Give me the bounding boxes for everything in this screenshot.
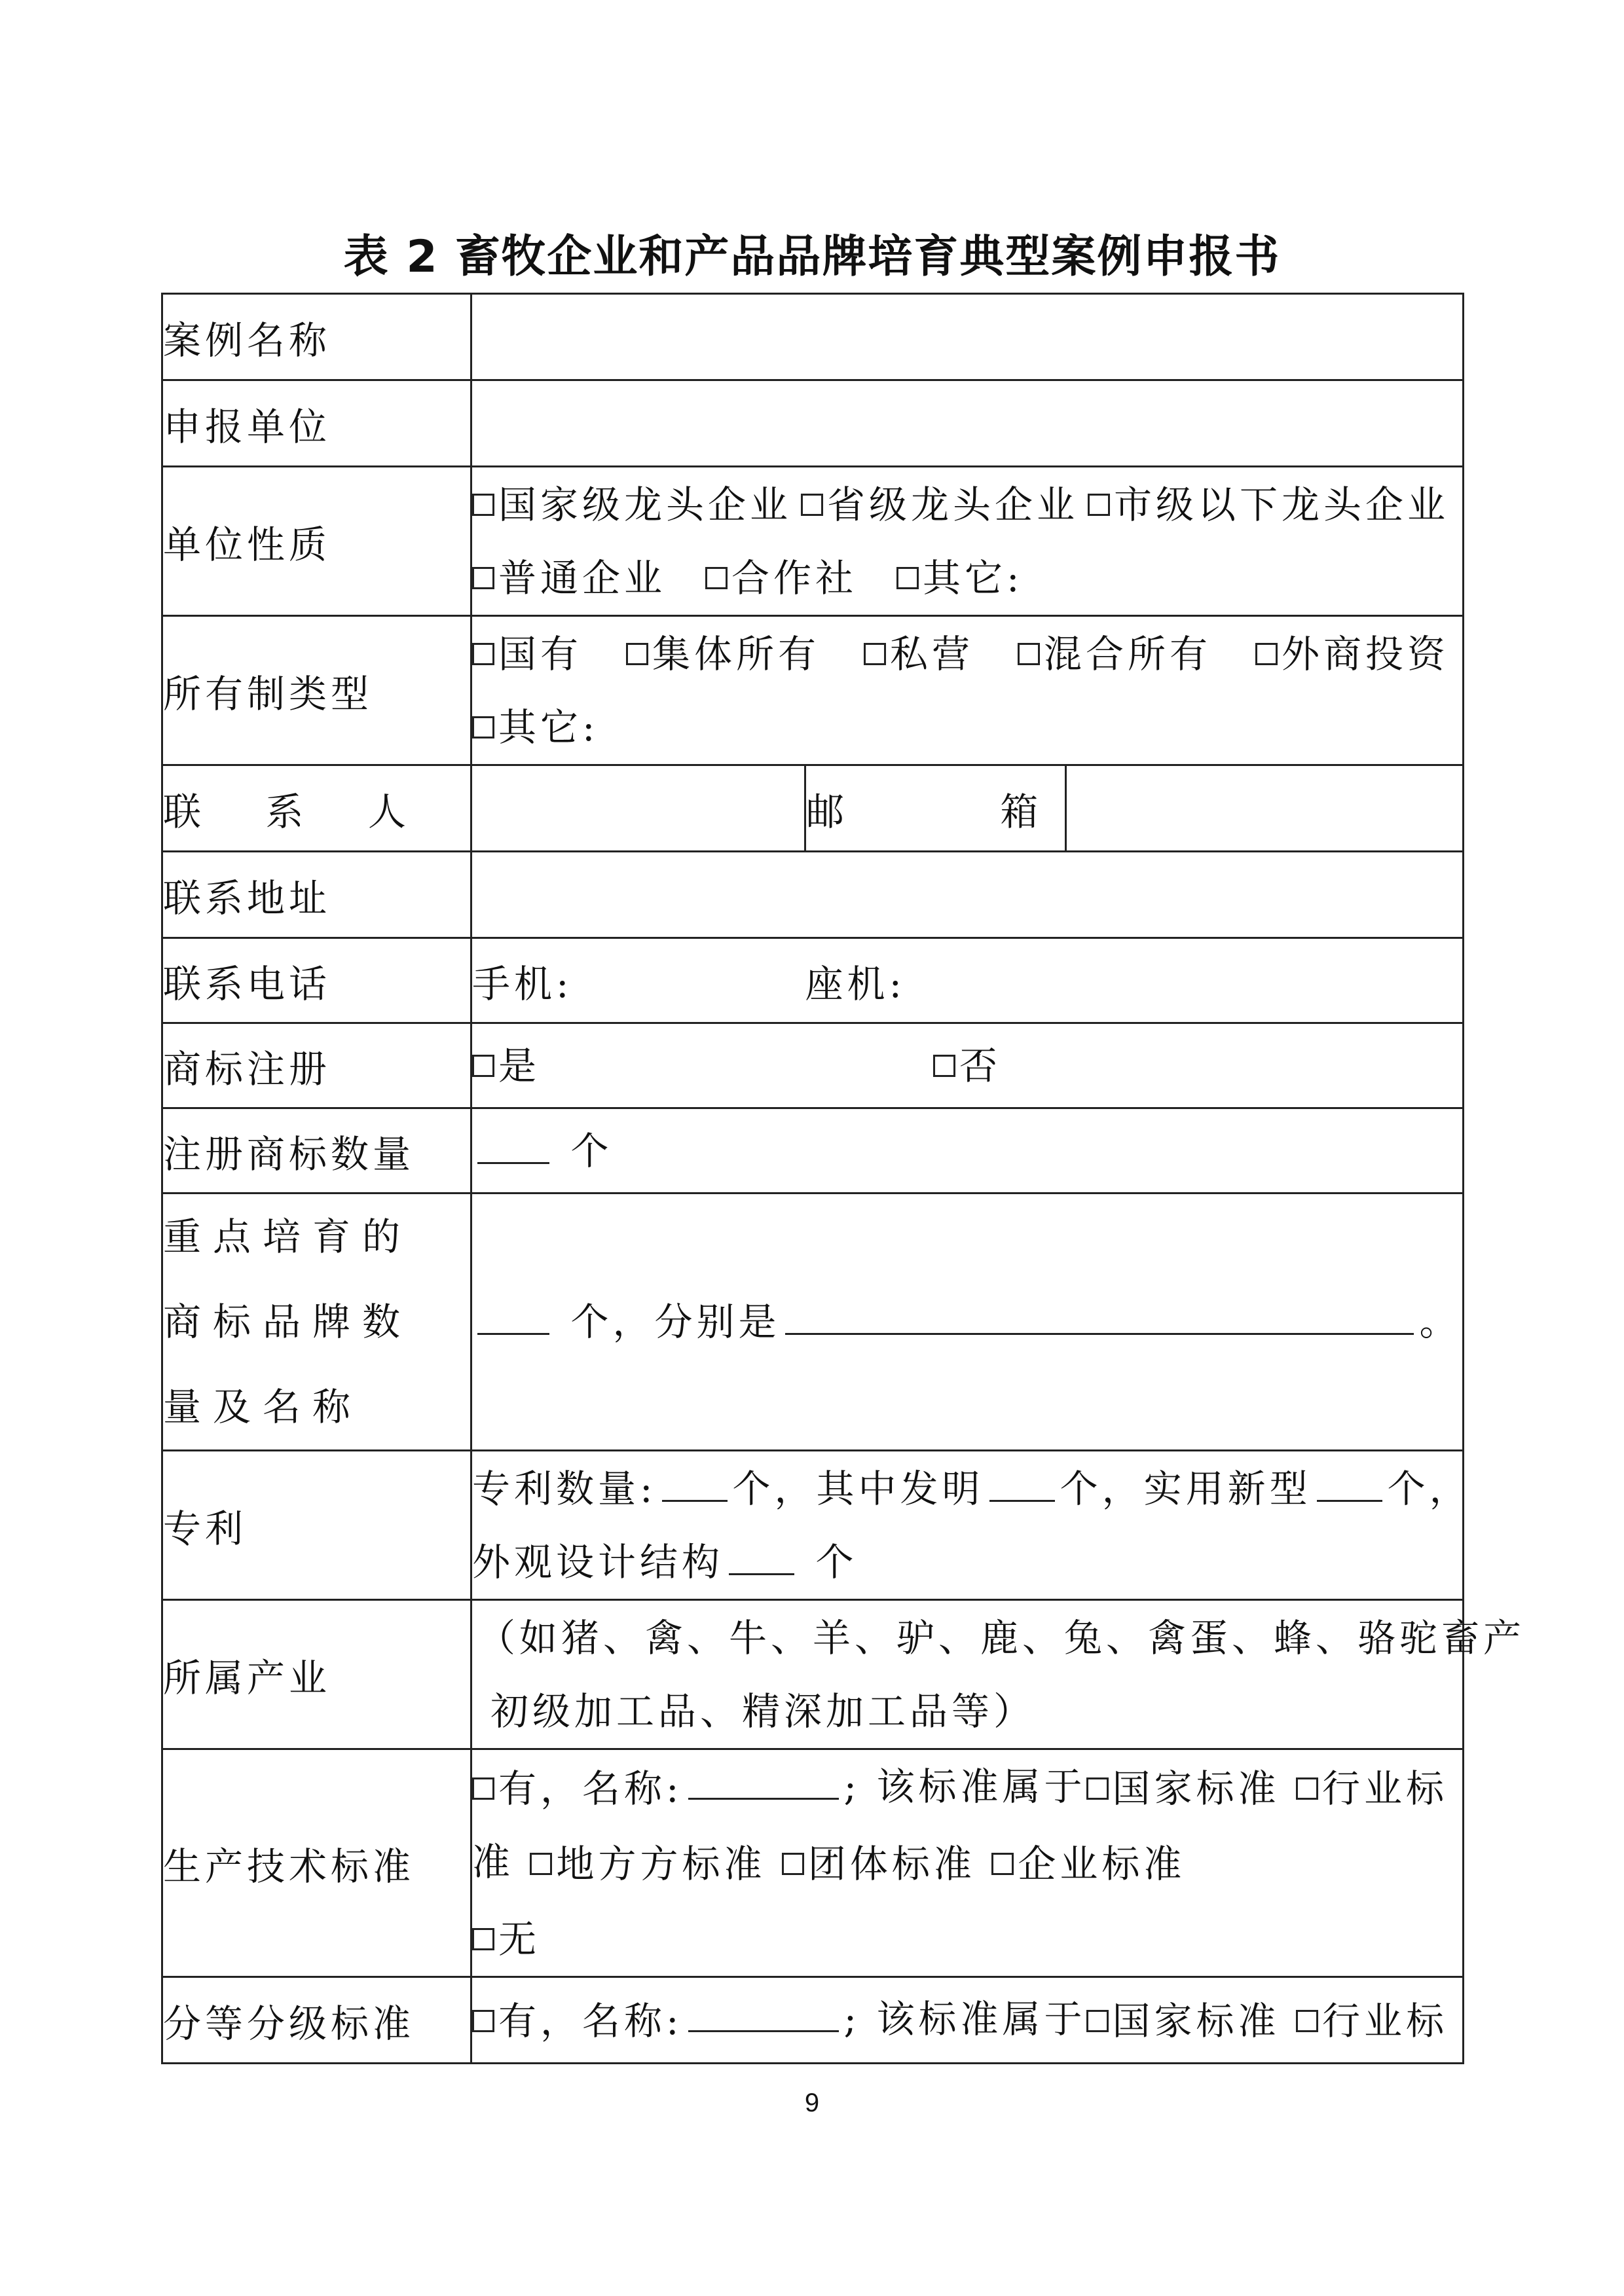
- checkbox-icon[interactable]: [801, 494, 823, 516]
- option-enterprise-standard[interactable]: 企业标准: [991, 1827, 1185, 1901]
- email-field[interactable]: [1066, 765, 1464, 852]
- phone-label: 联系电话: [162, 938, 471, 1023]
- page-number: 9: [804, 2088, 820, 2117]
- checkbox-icon[interactable]: [472, 1777, 494, 1800]
- option-ownership-other[interactable]: 其它:: [472, 691, 599, 764]
- production-standard-field: 有，名称: ; 该标准属于 国家标准 行业标 准 地方方标准 团体标准 企业标准 无: [471, 1749, 1464, 1977]
- contact-label: 联 系 人: [162, 765, 471, 852]
- key-brands-label: 重点培育的商标品牌数量及名称: [162, 1194, 471, 1451]
- ownership-label: 所有制类型: [162, 616, 471, 765]
- checkbox-icon[interactable]: [933, 1055, 955, 1077]
- checkbox-icon[interactable]: [626, 643, 648, 665]
- checkbox-icon[interactable]: [472, 643, 494, 665]
- grading-name-blank[interactable]: [688, 2001, 839, 2032]
- checkbox-icon[interactable]: [705, 567, 728, 589]
- option-grading-has[interactable]: 有，名称:: [472, 1984, 683, 2058]
- patent-field: 专利数量: 个，其中发明 个，实用新型 个， 外观设计结构 个: [471, 1451, 1464, 1600]
- option-standard-none[interactable]: 无: [472, 1903, 540, 1976]
- option-grading-industry[interactable]: 行业标: [1296, 1984, 1448, 2058]
- checkbox-icon[interactable]: [896, 567, 919, 589]
- checkbox-icon[interactable]: [1296, 2010, 1318, 2032]
- checkbox-icon[interactable]: [530, 1853, 552, 1875]
- trademark-label: 商标注册: [162, 1023, 471, 1108]
- key-brands-names-blank[interactable]: [785, 1304, 1414, 1335]
- landline-field[interactable]: 座机:: [805, 938, 1464, 1023]
- checkbox-icon[interactable]: [472, 567, 494, 589]
- mobile-field[interactable]: 手机:: [471, 938, 805, 1023]
- checkbox-icon[interactable]: [1018, 643, 1040, 665]
- patent-count-blank[interactable]: [662, 1471, 728, 1502]
- production-standard-label: 生产技术标准: [162, 1749, 471, 1977]
- unit-nature-label: 单位性质: [162, 467, 471, 616]
- option-group-standard[interactable]: 团体标准: [782, 1827, 976, 1901]
- option-national-leading[interactable]: 国家级龙头企业: [472, 468, 792, 541]
- standard-name-blank[interactable]: [688, 1769, 839, 1800]
- option-state-owned[interactable]: 国有: [472, 617, 582, 691]
- option-collective[interactable]: 集体所有: [626, 617, 820, 691]
- case-name-label: 案例名称: [162, 294, 471, 380]
- checkbox-icon[interactable]: [1255, 643, 1278, 665]
- design-count-blank[interactable]: [729, 1544, 794, 1575]
- application-form-table: [161, 293, 1526, 2064]
- checkbox-icon[interactable]: [472, 494, 494, 516]
- grading-standard-label: 分等分级标准: [162, 1977, 471, 2064]
- case-name-field[interactable]: [471, 294, 1464, 380]
- option-ordinary-enterprise[interactable]: 普通企业: [472, 541, 666, 615]
- applicant-field[interactable]: [471, 380, 1464, 467]
- checkbox-icon[interactable]: [472, 1055, 494, 1077]
- grading-standard-field: 有，名称: ; 该标准属于 国家标准 行业标: [471, 1977, 1464, 2064]
- checkbox-icon[interactable]: [472, 2010, 494, 2032]
- checkbox-icon[interactable]: [1088, 494, 1110, 516]
- address-field[interactable]: [471, 852, 1464, 938]
- option-foreign[interactable]: 外商投资: [1255, 617, 1449, 691]
- option-standard-has[interactable]: 有，名称:: [472, 1752, 683, 1825]
- trademark-count-label: 注册商标数量: [162, 1108, 471, 1194]
- patent-label: 专利: [162, 1451, 471, 1600]
- unit-nature-options: [471, 467, 1464, 616]
- invention-count-blank[interactable]: [989, 1471, 1055, 1502]
- option-industry-standard[interactable]: 行业标: [1296, 1752, 1448, 1825]
- ownership-options: [471, 616, 1464, 765]
- address-label: 联系地址: [162, 852, 471, 938]
- contact-field[interactable]: [471, 765, 805, 852]
- email-label: 邮 箱: [805, 765, 1066, 852]
- checkbox-icon[interactable]: [782, 1853, 804, 1875]
- option-national-standard[interactable]: 国家标准: [1086, 1752, 1280, 1825]
- checkbox-icon[interactable]: [1086, 2010, 1109, 2032]
- option-private[interactable]: 私营: [864, 617, 974, 691]
- option-other[interactable]: 其它:: [896, 541, 1024, 615]
- option-city-leading[interactable]: 市级以下龙头企业: [1088, 468, 1449, 541]
- industry-field[interactable]: （如猪、禽、牛、羊、驴、鹿、兔、禽蛋、蜂、骆驼畜产 初级加工品、精深加工品等）: [471, 1600, 1464, 1749]
- option-grading-national[interactable]: 国家标准: [1086, 1984, 1280, 2058]
- option-mixed[interactable]: 混合所有: [1018, 617, 1211, 691]
- checkbox-icon[interactable]: [472, 1928, 494, 1950]
- option-provincial-leading[interactable]: 省级龙头企业: [801, 468, 1079, 541]
- utility-count-blank[interactable]: [1317, 1471, 1382, 1502]
- checkbox-icon[interactable]: [991, 1853, 1014, 1875]
- key-brands-count-blank[interactable]: [477, 1304, 549, 1335]
- checkbox-icon[interactable]: [864, 643, 886, 665]
- trademark-count-blank[interactable]: [477, 1133, 549, 1164]
- key-brands-field[interactable]: 个，分别是 。: [471, 1194, 1464, 1451]
- checkbox-icon[interactable]: [1086, 1777, 1109, 1800]
- page-title: 表 2 畜牧企业和产品品牌培育典型案例申报书: [343, 231, 1281, 283]
- applicant-label: 申报单位: [162, 380, 471, 467]
- option-trademark-yes[interactable]: 是: [472, 1029, 540, 1102]
- trademark-options: [471, 1023, 1464, 1108]
- option-cooperative[interactable]: 合作社: [705, 541, 857, 615]
- trademark-count-field[interactable]: 个: [471, 1108, 1464, 1194]
- checkbox-icon[interactable]: [472, 716, 494, 738]
- checkbox-icon[interactable]: [1296, 1777, 1318, 1800]
- industry-label: 所属产业: [162, 1600, 471, 1749]
- option-local-standard[interactable]: 地方方标准: [530, 1827, 766, 1901]
- option-trademark-no[interactable]: 否: [933, 1029, 1001, 1102]
